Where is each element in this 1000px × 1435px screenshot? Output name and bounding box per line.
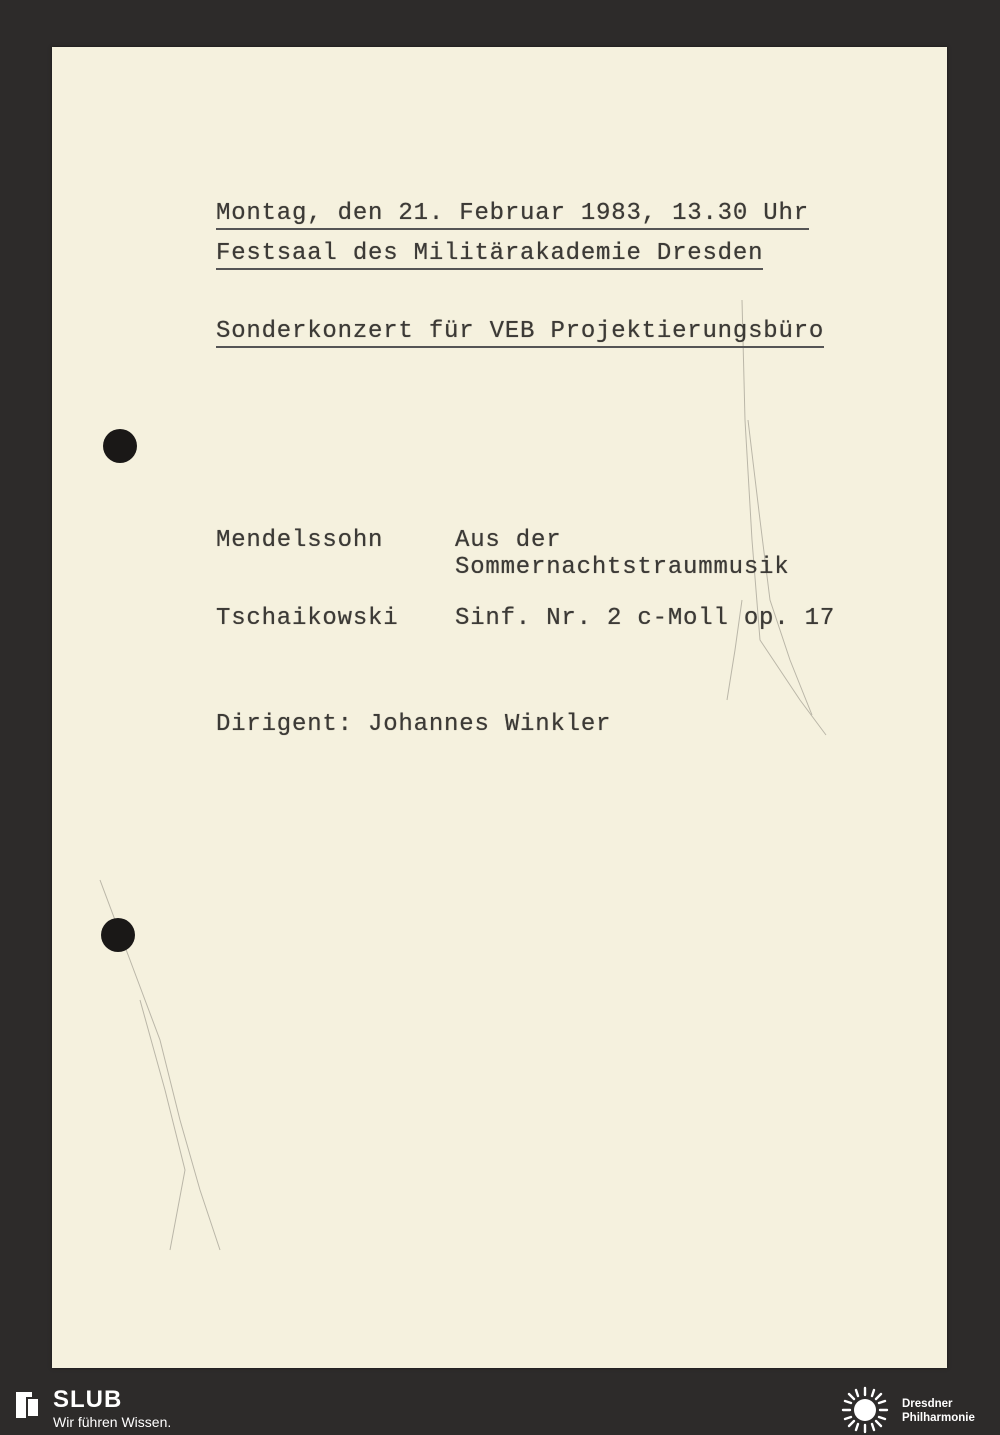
dresdner-philharmonie-name [902,1397,975,1425]
slub-logo-icon [12,1389,44,1421]
work-tschaikowski: Sinf. Nr. 2 c-Moll op. 17 [455,605,836,632]
work-mendelssohn-line2: Sommernachtstraummusik [455,554,790,581]
slub-tagline: Wir führen Wissen. [53,1414,172,1430]
partner-line2: Philharmonie [902,1412,975,1424]
dresdner-philharmonie-logo-icon [840,1385,890,1435]
punch-hole-bottom [101,918,135,952]
venue-line: Festsaal des Militärakademie Dresden [216,240,763,270]
slub-name: SLUB [53,1386,123,1413]
concert-title: Sonderkonzert für VEB Projektierungsbüro [216,318,824,348]
footer-bar [0,1383,1000,1434]
conductor-line: Dirigent: Johannes Winkler [216,711,612,738]
composer-tschaikowski: Tschaikowski [216,605,399,632]
work-mendelssohn-line1: Aus der [455,527,562,554]
date-line: Montag, den 21. Februar 1983, 13.30 Uhr [216,200,809,230]
composer-mendelssohn: Mendelssohn [216,527,384,554]
partner-line1: Dresdner [902,1398,953,1410]
punch-hole-top [103,429,137,463]
